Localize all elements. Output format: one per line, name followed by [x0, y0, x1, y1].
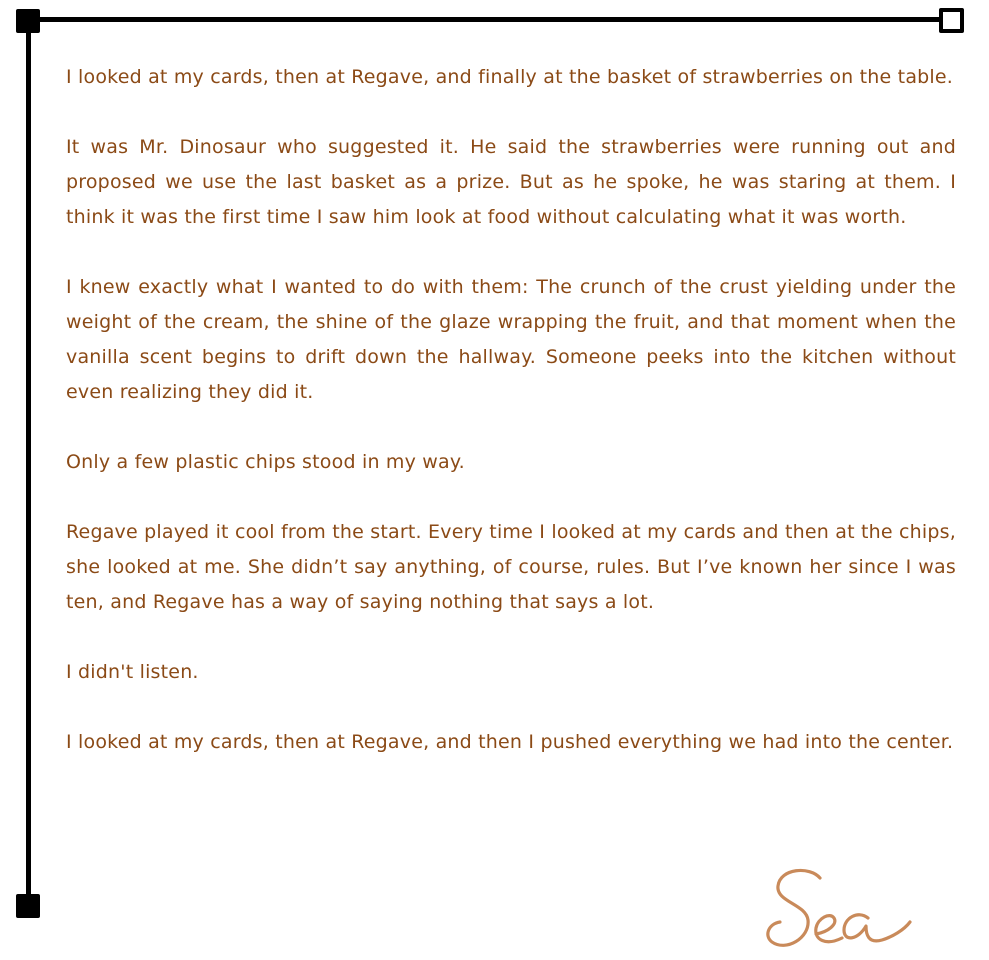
- paragraph: I didn't listen.: [66, 661, 199, 683]
- resize-handle-top-right[interactable]: [939, 8, 964, 33]
- paragraph: It was Mr. Dinosaur who suggested it. He said the strawberries were running out and proposed we use the last basket as a prize. But as he spoke, he was staring at them. I think it was the first time I saw him look at food without calculating what it was worth.: [66, 136, 956, 228]
- frame-left-line: [26, 20, 31, 908]
- resize-handle-top-left[interactable]: [16, 9, 40, 33]
- paragraph: I looked at my cards, then at Regave, and finally at the basket of strawberries on the table.: [66, 66, 954, 88]
- frame-top-line: [24, 17, 952, 22]
- paragraph: Only a few plastic chips stood in my way.: [66, 451, 465, 473]
- paragraph: I knew exactly what I wanted to do with them: The crunch of the crust yielding under the weight of the cream, the shine of the glaze wrapping the fruit, and that moment when the vanilla scent begins to drift down the hallway. Someone peeks into the kitchen without even realizing they did it.: [66, 276, 956, 403]
- resize-handle-bottom-left[interactable]: [16, 894, 40, 918]
- paragraph: Regave played it cool from the start. Every time I looked at my cards and then at the chips, she looked at me. She didn’t say anything, of course, rules. But I’ve known her since I was ten, and Regave has a way of saying nothing that says a lot.: [66, 521, 956, 613]
- story-text: [66, 60, 956, 760]
- paragraph: I looked at my cards, then at Regave, and then I pushed everything we had into the center.: [66, 731, 954, 753]
- signature-sea: [758, 860, 923, 955]
